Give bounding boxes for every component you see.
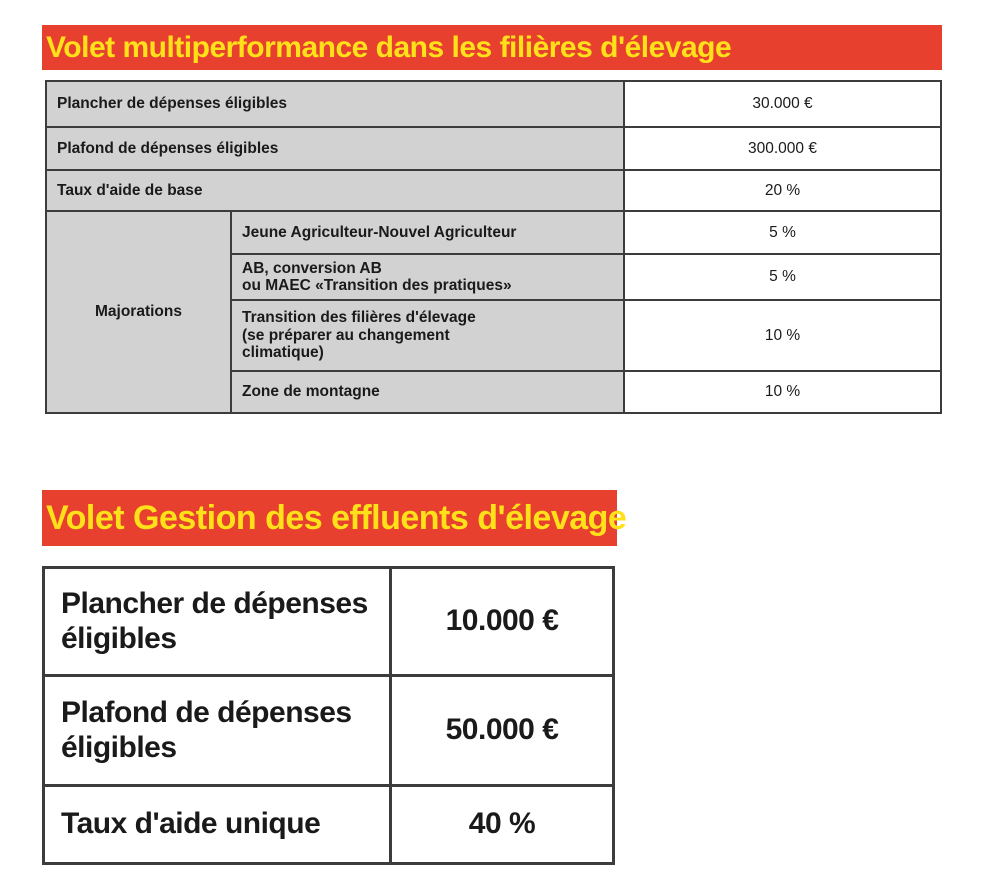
row-label: Plancher de dépenses éligibles: [46, 81, 624, 127]
row-value: 30.000 €: [624, 81, 941, 127]
row-label: Plafond de dépenses éligibles: [44, 676, 391, 786]
table-row: [44, 786, 614, 864]
section-title-effluents: Volet Gestion des effluents d'élevage: [42, 490, 617, 546]
table-row: [44, 568, 614, 676]
row-value: 20 %: [624, 170, 941, 211]
table-row: [44, 676, 614, 786]
row-label: Taux d'aide de base: [46, 170, 624, 211]
table-row: [46, 127, 941, 170]
table-row: [46, 211, 941, 254]
row-value: 50.000 €: [391, 676, 614, 786]
majoration-value: 5 %: [624, 254, 941, 300]
table-row: [46, 170, 941, 211]
majoration-label: AB, conversion AB ou MAEC «Transition des pratiques»: [231, 254, 624, 300]
effluents-table: [42, 566, 615, 865]
section-title-multiperformance: Volet multiperformance dans les filières d'élevage: [42, 25, 942, 70]
majoration-value: 5 %: [624, 211, 941, 254]
majoration-label: Jeune Agriculteur-Nouvel Agriculteur: [231, 211, 624, 254]
row-label: Plafond de dépenses éligibles: [46, 127, 624, 170]
majoration-value: 10 %: [624, 371, 941, 413]
majoration-label: Transition des filières d'élevage (se préparer au changement climatique): [231, 300, 624, 371]
multiperformance-table: [45, 80, 942, 414]
row-label: Taux d'aide unique: [44, 786, 391, 864]
majoration-label: Zone de montagne: [231, 371, 624, 413]
row-value: 300.000 €: [624, 127, 941, 170]
table-row: [46, 81, 941, 127]
majorations-label: Majorations: [46, 211, 231, 413]
majoration-value: 10 %: [624, 300, 941, 371]
row-value: 10.000 €: [391, 568, 614, 676]
row-label: Plancher de dépenses éligibles: [44, 568, 391, 676]
row-value: 40 %: [391, 786, 614, 864]
